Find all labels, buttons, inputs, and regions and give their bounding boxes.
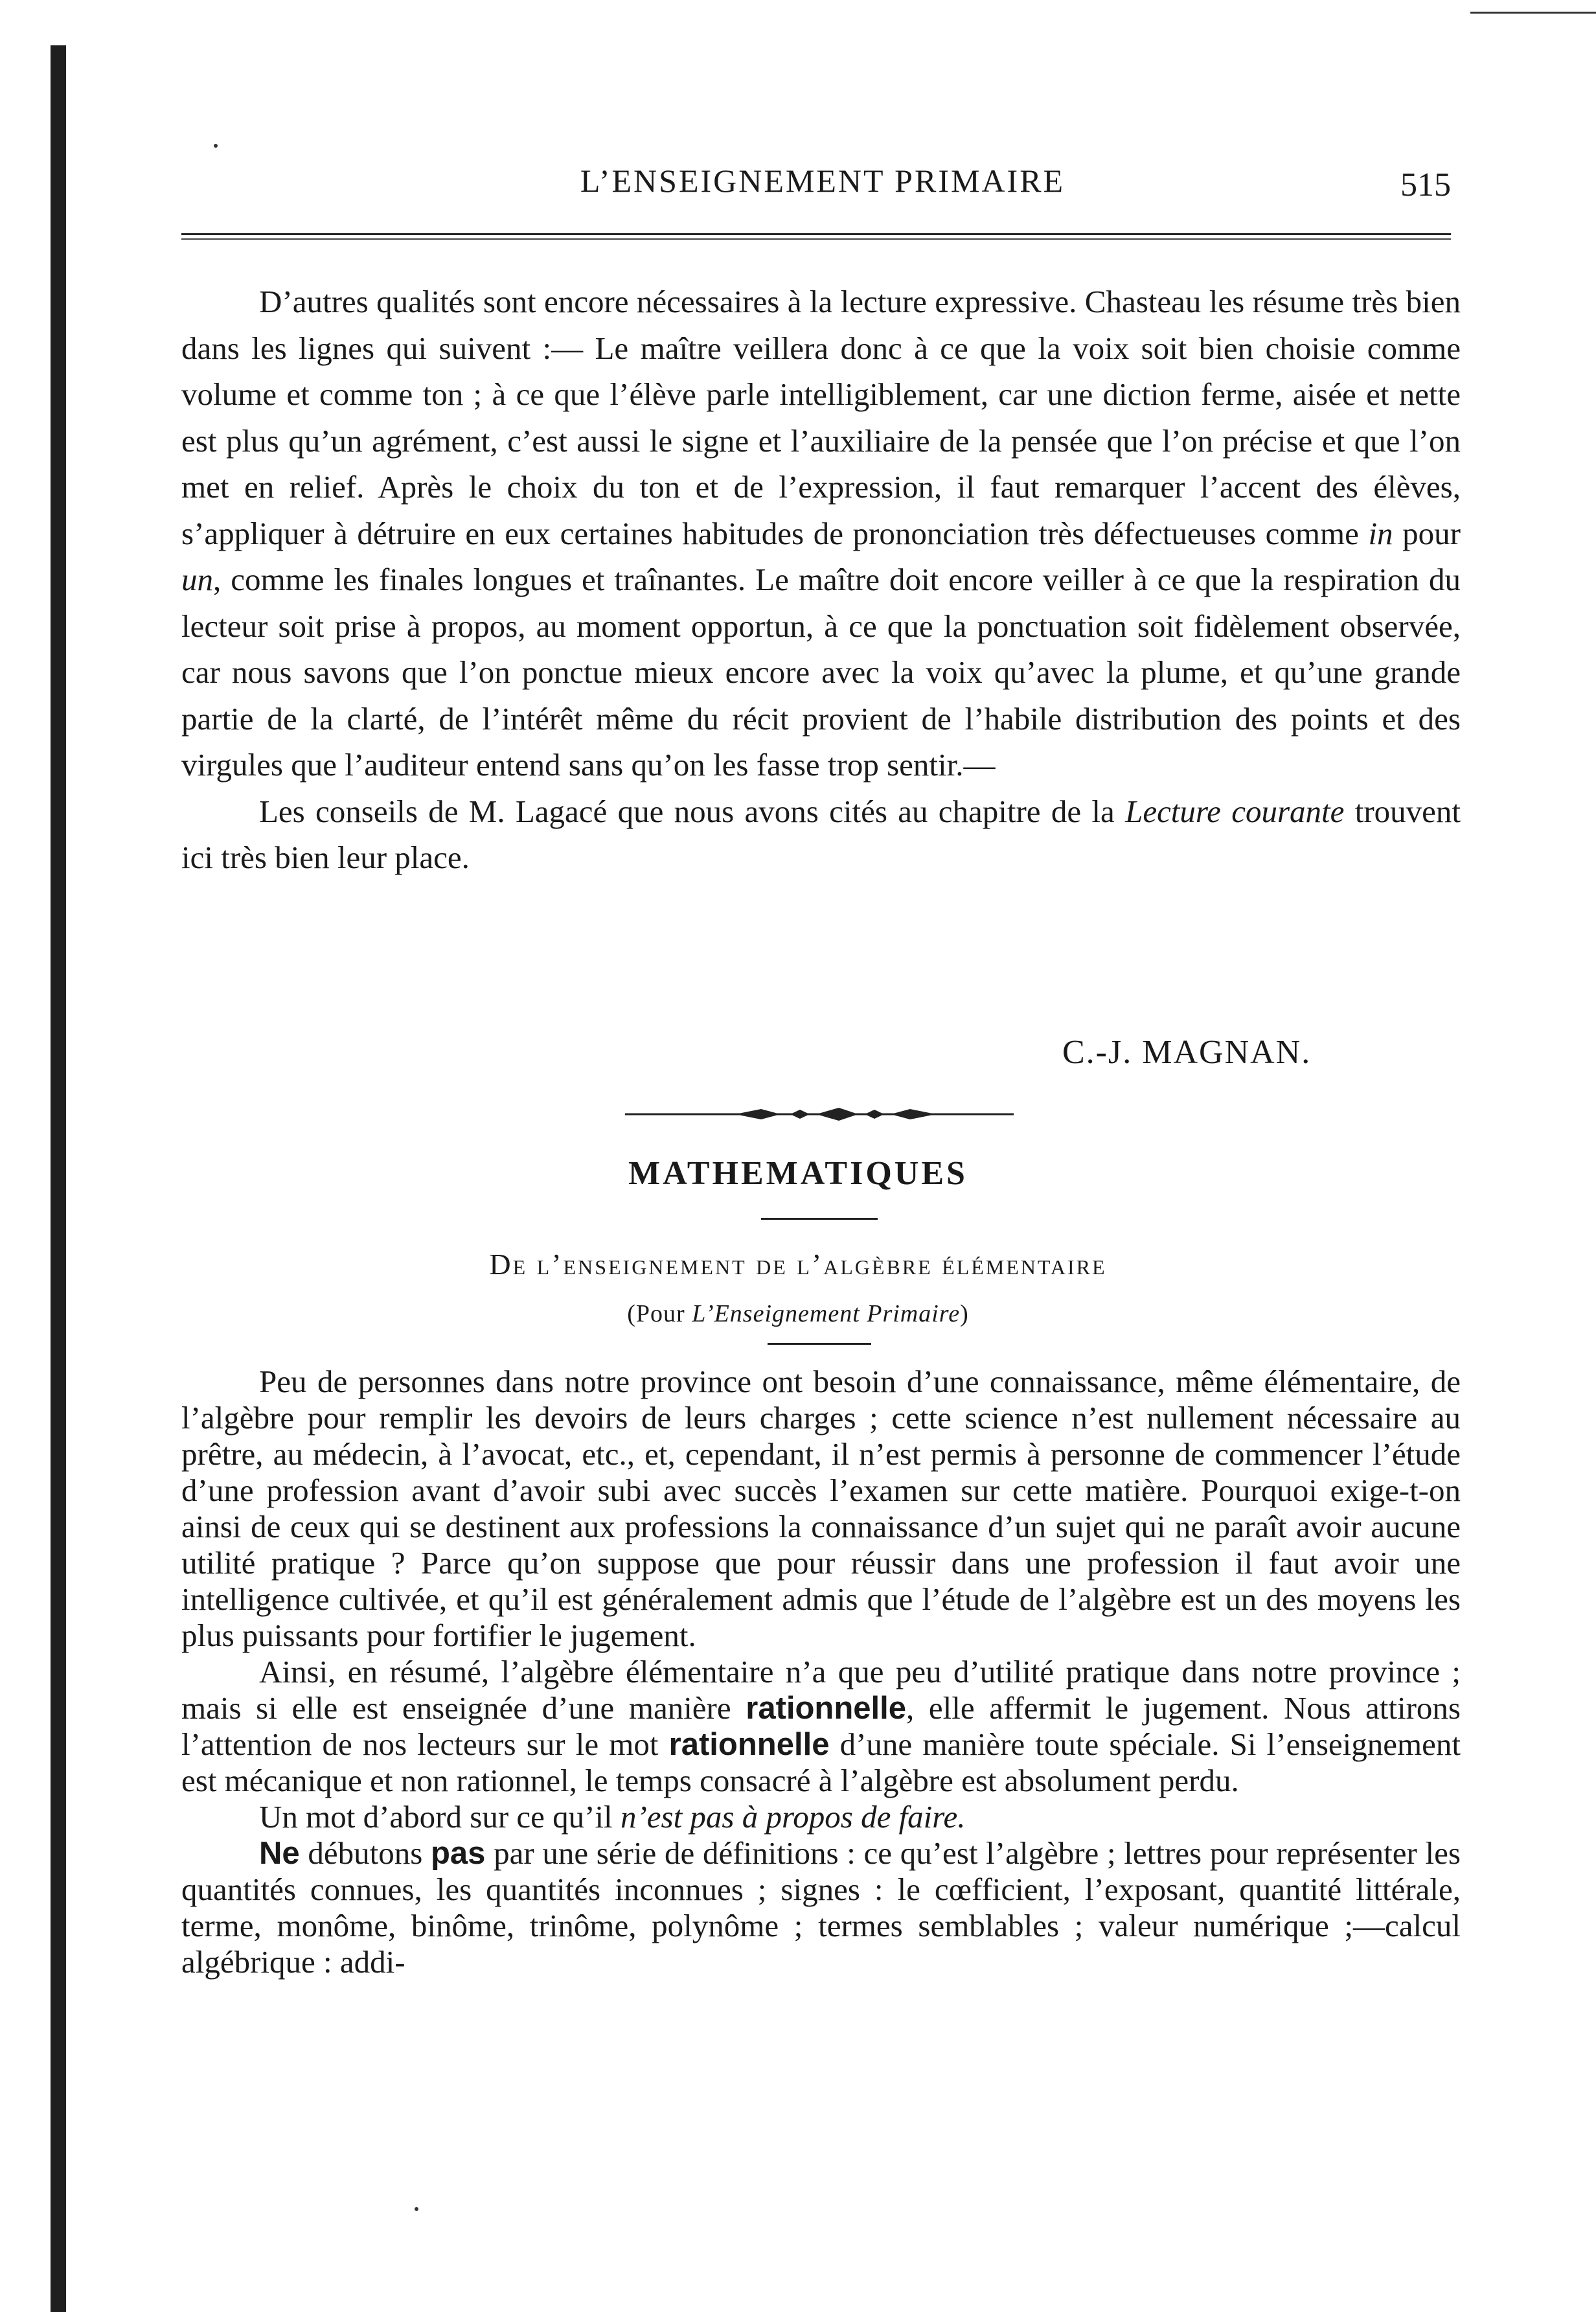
source-rule (768, 1343, 871, 1345)
bold-run: pas (430, 1836, 486, 1871)
running-title: L’ENSEIGNEMENT PRIMAIRE (580, 163, 1066, 199)
text-run: Un mot d’abord sur ce qu’il (259, 1799, 621, 1835)
text-run: , elle affermit le jugement. Nous attirons l’attention de nos lecteurs sur le mot (181, 1690, 1461, 1762)
paragraph (181, 788, 1461, 881)
bold-run: rationnelle (668, 1727, 830, 1762)
author-signature: C.-J. MAGNAN. (1062, 1034, 1312, 1071)
text-run: (Pour (627, 1300, 692, 1327)
paragraph (181, 1835, 1461, 1980)
running-head (181, 162, 1464, 207)
text-run: trouvent ici très bien leur place. (181, 793, 1461, 875)
italic-run: in (1368, 515, 1393, 551)
article-title: De l’enseignement de l’algèbre élémentaire (489, 1248, 1107, 1281)
bold-run: Ne (259, 1836, 300, 1871)
italic-run: un (181, 562, 213, 597)
header-rule (181, 238, 1451, 240)
paragraph: Peu de personnes dans notre province ont besoin d’une connaissance, même élémentaire, de l’algèbre pour remplir les devoirs de leurs charges ; cette science n’est nullement nécessaire au prêtre, au médecin, à l’avocat, etc., et, cependant, il n’est permis à personne de commencer l’étude d’une profession avant d’avoir subi avec succès l’examen sur cette matière. Pourquoi exige-t-on ainsi de ceux qui se destinent aux professions la connaissance d’un sujet qui ne paraît avoir aucune utilité pratique ? Parce qu’on suppose que pour réussir dans une profession il faut avoir une intelligence cultivée, et qu’il est généralement admis que l’étude de l’algèbre est un des moyens les plus puissants pour fortifier le jugement. (181, 1364, 1461, 1653)
source-note (0, 1299, 1596, 1328)
italic-run: L’Enseignement Primaire (692, 1300, 961, 1327)
reading-article-text (181, 279, 1461, 881)
text-run: D’autres qualités sont encore nécessaires à la lecture expressive. Chasteau les résume très bien dans les lignes qui suivent :— Le maître veillera donc à ce que la voix soit bien choisie comme volume et comme ton ; à ce que l’élève parle intelligiblement, car une diction ferme, aisée et nette est plus qu’un agrément, c’est aussi le signe et l’auxiliaire de la pensée que l’on précise et que l’on met en relief. Après le choix du ton et de l’expression, il faut remarquer l’accent des élèves, s’appliquer à détruire en eux certaines habitudes de prononciation très défectueuses comme (181, 284, 1461, 551)
title-rule (761, 1218, 878, 1220)
text-run: par une série de définitions : ce qu’est l’algèbre ; lettres pour représenter les quantités connues, les quantités inconnues ; signes : le cœfficient, l’exposant, quantité littérale, terme, monôme, binôme, trinôme, polynôme ; termes semblables ; valeur numérique ;—calcul algébrique : addi- (181, 1835, 1461, 1980)
text-run: Ainsi, en résumé, l’algèbre élémentaire n’a que peu d’utilité pratique dans notre province ; mais si elle est enseignée d’une manière (181, 1654, 1461, 1726)
header-rule (181, 233, 1451, 235)
text-run: débutons (299, 1835, 431, 1871)
algebra-article-text (181, 1364, 1461, 1980)
bold-run: rationnelle (746, 1691, 907, 1726)
corner-rule (1470, 12, 1596, 14)
text-run: Les conseils de M. Lagacé que nous avons cités au chapitre de la (259, 793, 1126, 829)
text-run: d’une manière toute spéciale. Si l’enseignement est mécanique et non rationnel, le temps consacré à l’algèbre est absolument perdu. (181, 1726, 1461, 1798)
paragraph (181, 1799, 1461, 1835)
paragraph (181, 1654, 1461, 1799)
ornament-divider (625, 1103, 1014, 1126)
page-number: 515 (1400, 166, 1451, 203)
italic-run: n’est pas à propos de faire. (620, 1799, 966, 1835)
section-title: MATHEMATIQUES (628, 1155, 968, 1192)
italic-run: Lecture courante (1125, 793, 1345, 829)
text-run: pour (1393, 515, 1461, 551)
text-run: ) (960, 1300, 969, 1327)
paragraph (181, 279, 1461, 788)
scan-speck (415, 2207, 418, 2211)
text-run: , comme les finales longues et traînantes. Le maître doit encore veiller à ce que la respiration du lecteur soit prise à propos, au moment opportun, à ce que la ponctuation soit fidèlement observée, car nous savons que l’on ponctue mieux encore avec la voix qu’avec la plume, et qu’une grande partie de la clarté, de l’intérêt même du récit provient de l’habile distribution des points et des virgules que l’auditeur entend sans qu’on les fasse trop sentir.— (181, 562, 1461, 783)
scan-speck (214, 144, 218, 148)
